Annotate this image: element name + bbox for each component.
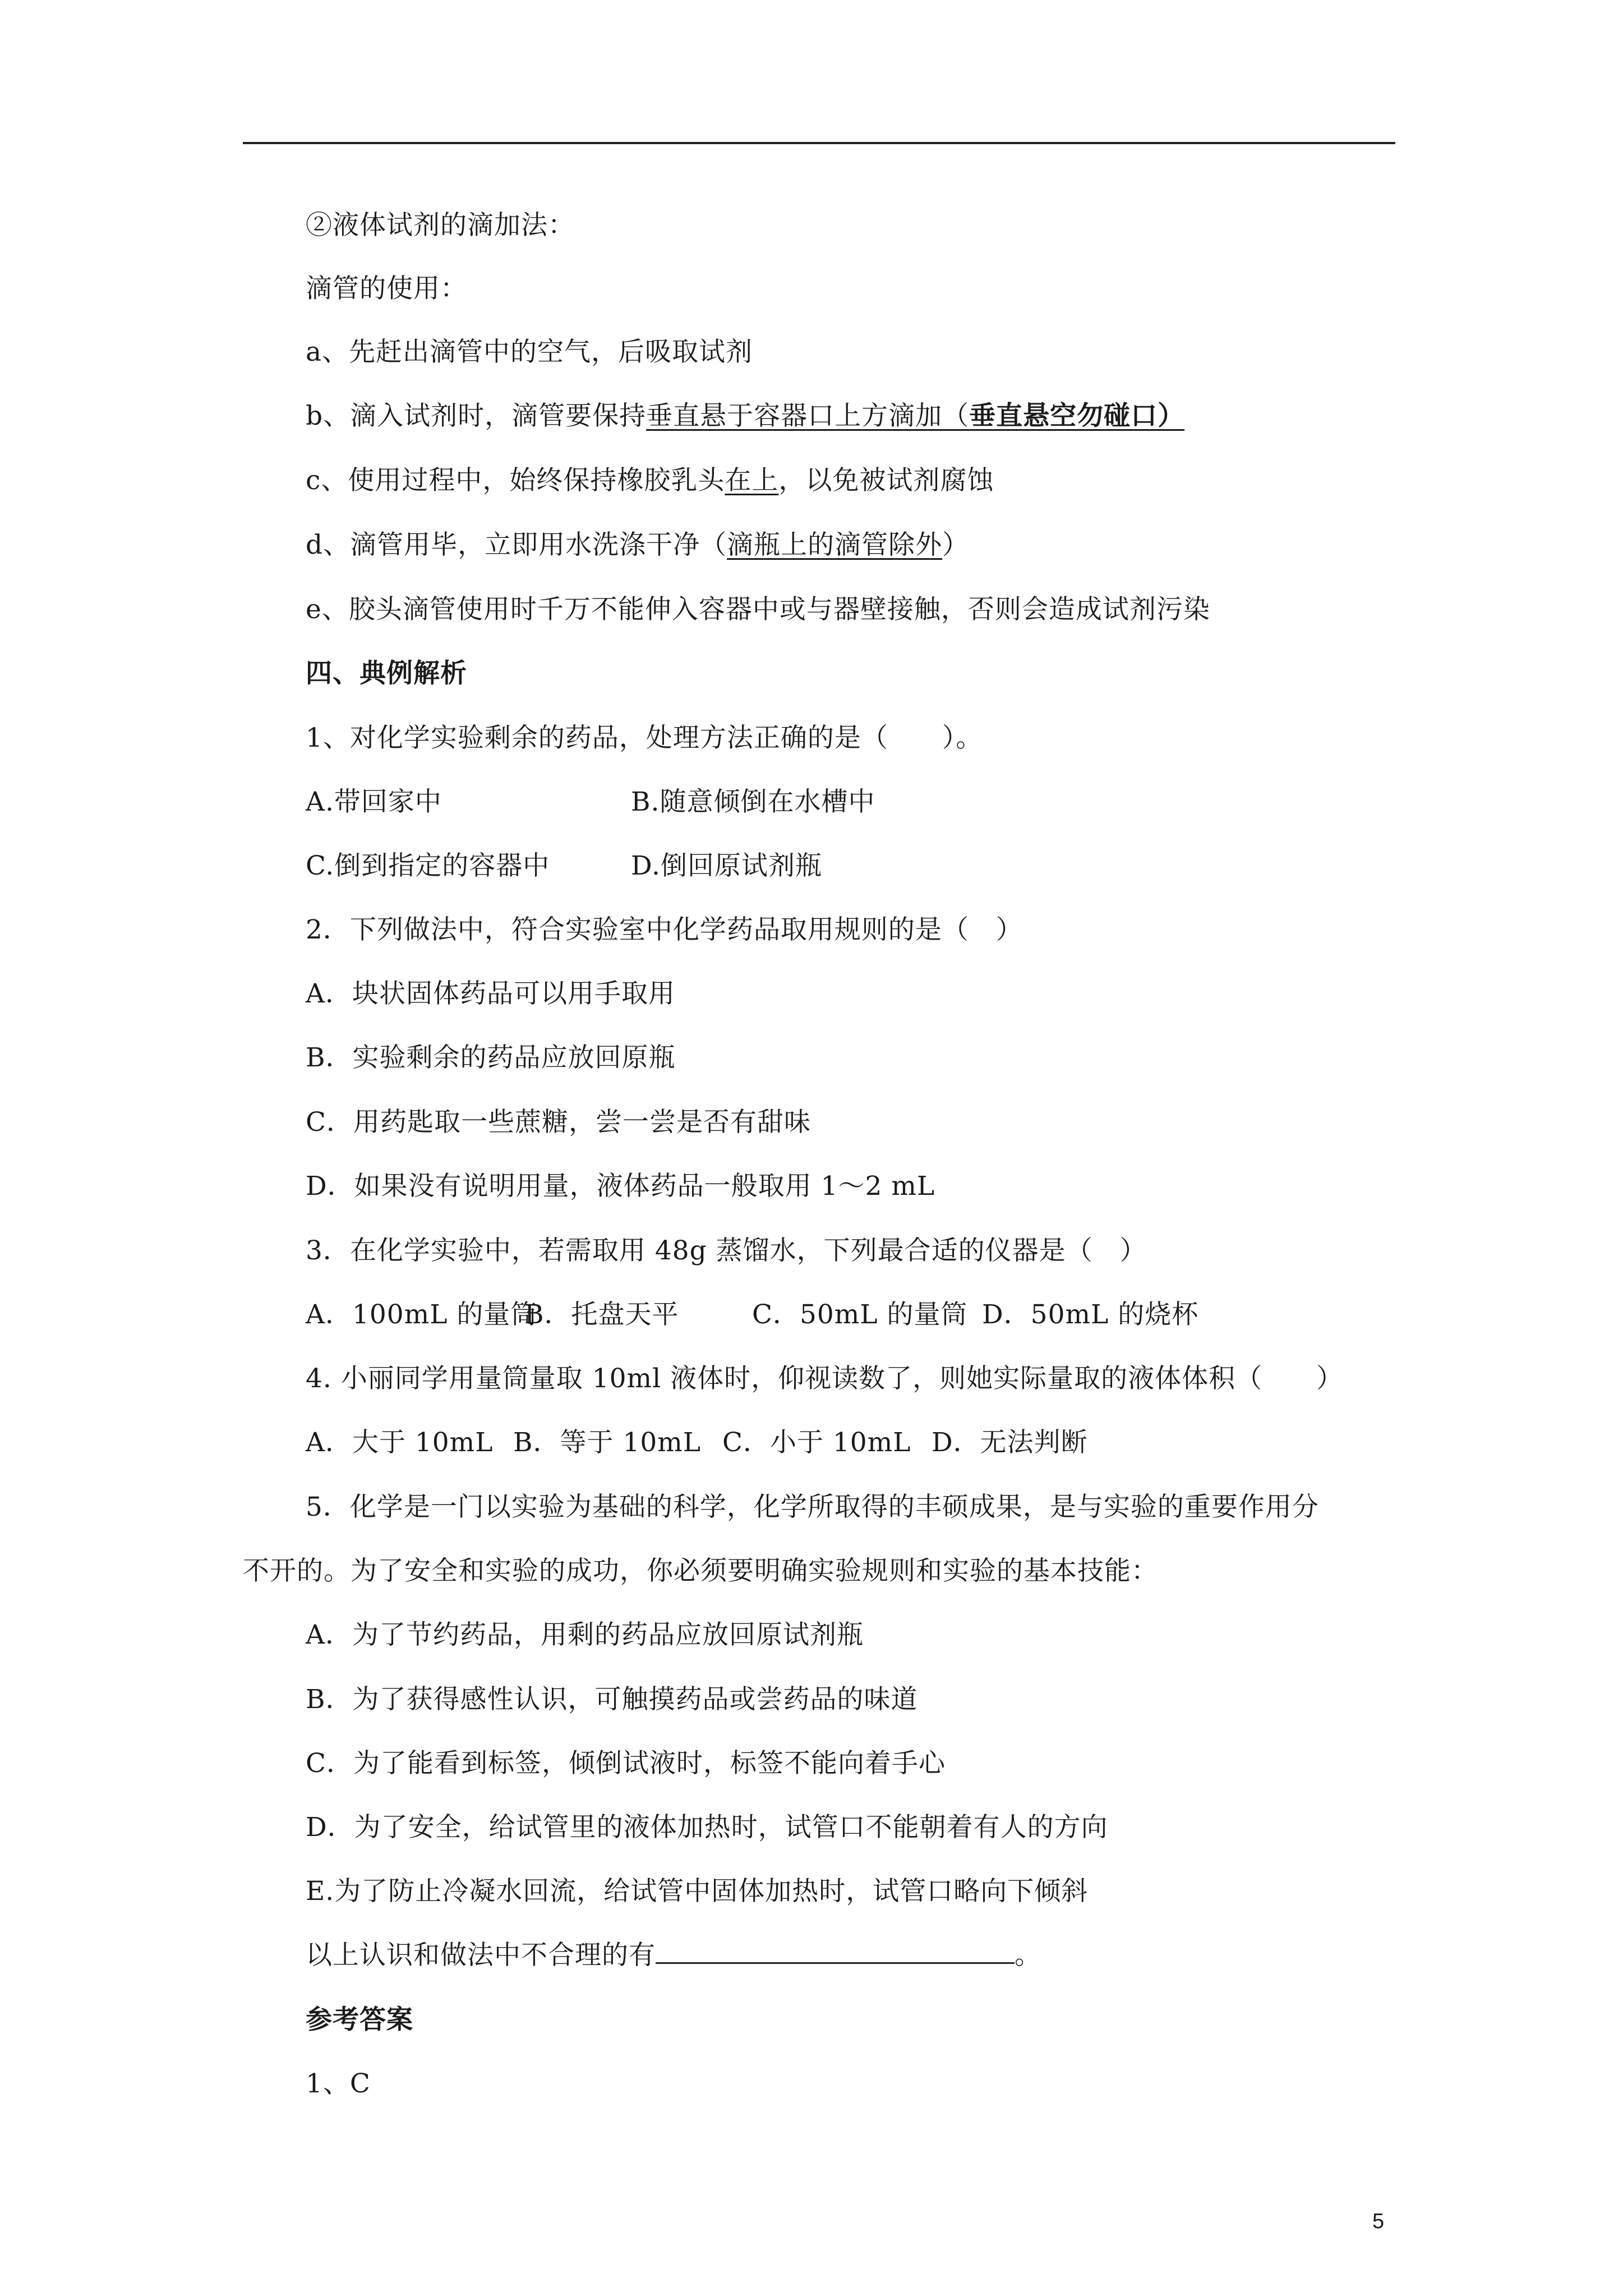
q4-option-b: B．等于 10mL (513, 1427, 702, 1458)
q3-option-b: B．托盘天平 (524, 1299, 679, 1330)
q2-stem: 2．下列做法中，符合实验室中化学药品取用规则的是（ ） (306, 914, 1023, 945)
q3-option-c: C．50mL 的量筒 (752, 1299, 968, 1330)
q1-option-a: A.带回家中 (306, 786, 442, 817)
answer-1: 1、C (306, 2068, 371, 2099)
q4-stem: 4. 小丽同学用量筒量取 10ml 液体时，仰视读数了，则她实际量取的液体体积（ ） (306, 1363, 1344, 1394)
item-d-suffix: ） (942, 530, 970, 560)
q5-option-d: D．为了安全，给试管里的液体加热时，试管口不能朝着有人的方向 (306, 1812, 1108, 1843)
item-c-suffix: ，以免被试剂腐蚀 (778, 465, 994, 496)
page-number: 5 (1372, 2210, 1385, 2233)
answers-heading: 参考答案 (306, 2004, 413, 2035)
q5-stem-line2: 不开的。为了安全和实验的成功，你必须要明确实验规则和实验的基本技能： (243, 1556, 1158, 1586)
q3-options (306, 1298, 1198, 1332)
q1-stem: 1、对化学实验剩余的药品，处理方法正确的是（ ）。 (306, 723, 983, 753)
q3-option-a: A．100mL 的量筒 (306, 1299, 538, 1330)
q5-fill-suffix: 。 (1015, 1940, 1041, 1971)
q2-option-c: C．用药匙取一些蔗糖，尝一尝是否有甜味 (306, 1107, 811, 1138)
q5-option-b: B．为了获得感性认识，可触摸药品或尝药品的味道 (306, 1684, 918, 1715)
q2-option-b: B．实验剩余的药品应放回原瓶 (306, 1042, 676, 1073)
q3-stem: 3．在化学实验中，若需取用 48g 蒸馏水，下列最合适的仪器是（ ） (306, 1235, 1147, 1266)
q4-option-a: A．大于 10mL (306, 1427, 494, 1458)
q4-option-c: C．小于 10mL (722, 1427, 911, 1458)
q1-option-b: B.随意倾倒在水槽中 (631, 786, 875, 817)
item-d-underlined: 滴瓶上的滴管除外 (727, 530, 943, 560)
q1-option-c: C.倒到指定的容器中 (306, 850, 550, 881)
dropper-item-e: e、胶头滴管使用时千万不能伸入容器中或与器壁接触，否则会造成试剂污染 (306, 594, 1210, 625)
q5-stem-line1: 5．化学是一门以实验为基础的科学，化学所取得的丰硕成果，是与实验的重要作用分 (306, 1492, 1319, 1522)
q2-option-a: A．块状固体药品可以用手取用 (306, 978, 675, 1009)
item-c-underlined: 在上 (725, 465, 779, 496)
q4-option-d: D．无法判断 (932, 1427, 1088, 1458)
item-d-text: d、滴管用毕，立即用水洗涤干净（ (306, 530, 727, 560)
q1-options-row2 (306, 849, 822, 883)
dropper-usage-title: 滴管的使用： (306, 273, 467, 304)
q5-fill-prefix: 以上认识和做法中不合理的有 (306, 1940, 656, 1971)
header-rule (243, 142, 1395, 144)
item-c-text: c、使用过程中，始终保持橡胶乳头 (306, 465, 725, 496)
item-b-text: b、滴入试剂时，滴管要保持 (306, 401, 647, 431)
dropper-item-c (306, 464, 994, 498)
dropper-item-d (306, 528, 969, 562)
q5-option-e: E.为了防止冷凝水回流，给试管中固体加热时，试管口略向下倾斜 (306, 1876, 1089, 1907)
answer-blank (656, 1940, 1015, 1964)
dropper-item-a: a、先赶出滴管中的空气，后吸取试剂 (306, 337, 753, 367)
item-b-bold-note: 垂直悬空勿碰口） (969, 401, 1185, 431)
q5-option-a: A．为了节约药品，用剩的药品应放回原试剂瓶 (306, 1619, 864, 1650)
q2-option-d: D．如果没有说明用量，液体药品一般取用 1～2 mL (306, 1171, 935, 1202)
q1-option-d: D.倒回原试剂瓶 (631, 850, 822, 881)
q4-options (306, 1426, 1088, 1460)
q5-fill-in (306, 1939, 1041, 1972)
dropper-item-b (306, 399, 1184, 433)
examples-heading: 四、典例解析 (306, 658, 467, 689)
q5-option-c: C．为了能看到标签，倾倒试液时，标签不能向着手心 (306, 1748, 946, 1779)
liquid-dropping-title: ②液体试剂的滴加法： (306, 210, 575, 241)
item-b-underlined: 垂直悬于容器口上方滴加（ (646, 401, 970, 431)
q3-option-d: D．50mL 的烧杯 (982, 1299, 1199, 1330)
q1-options-row1 (306, 785, 875, 819)
